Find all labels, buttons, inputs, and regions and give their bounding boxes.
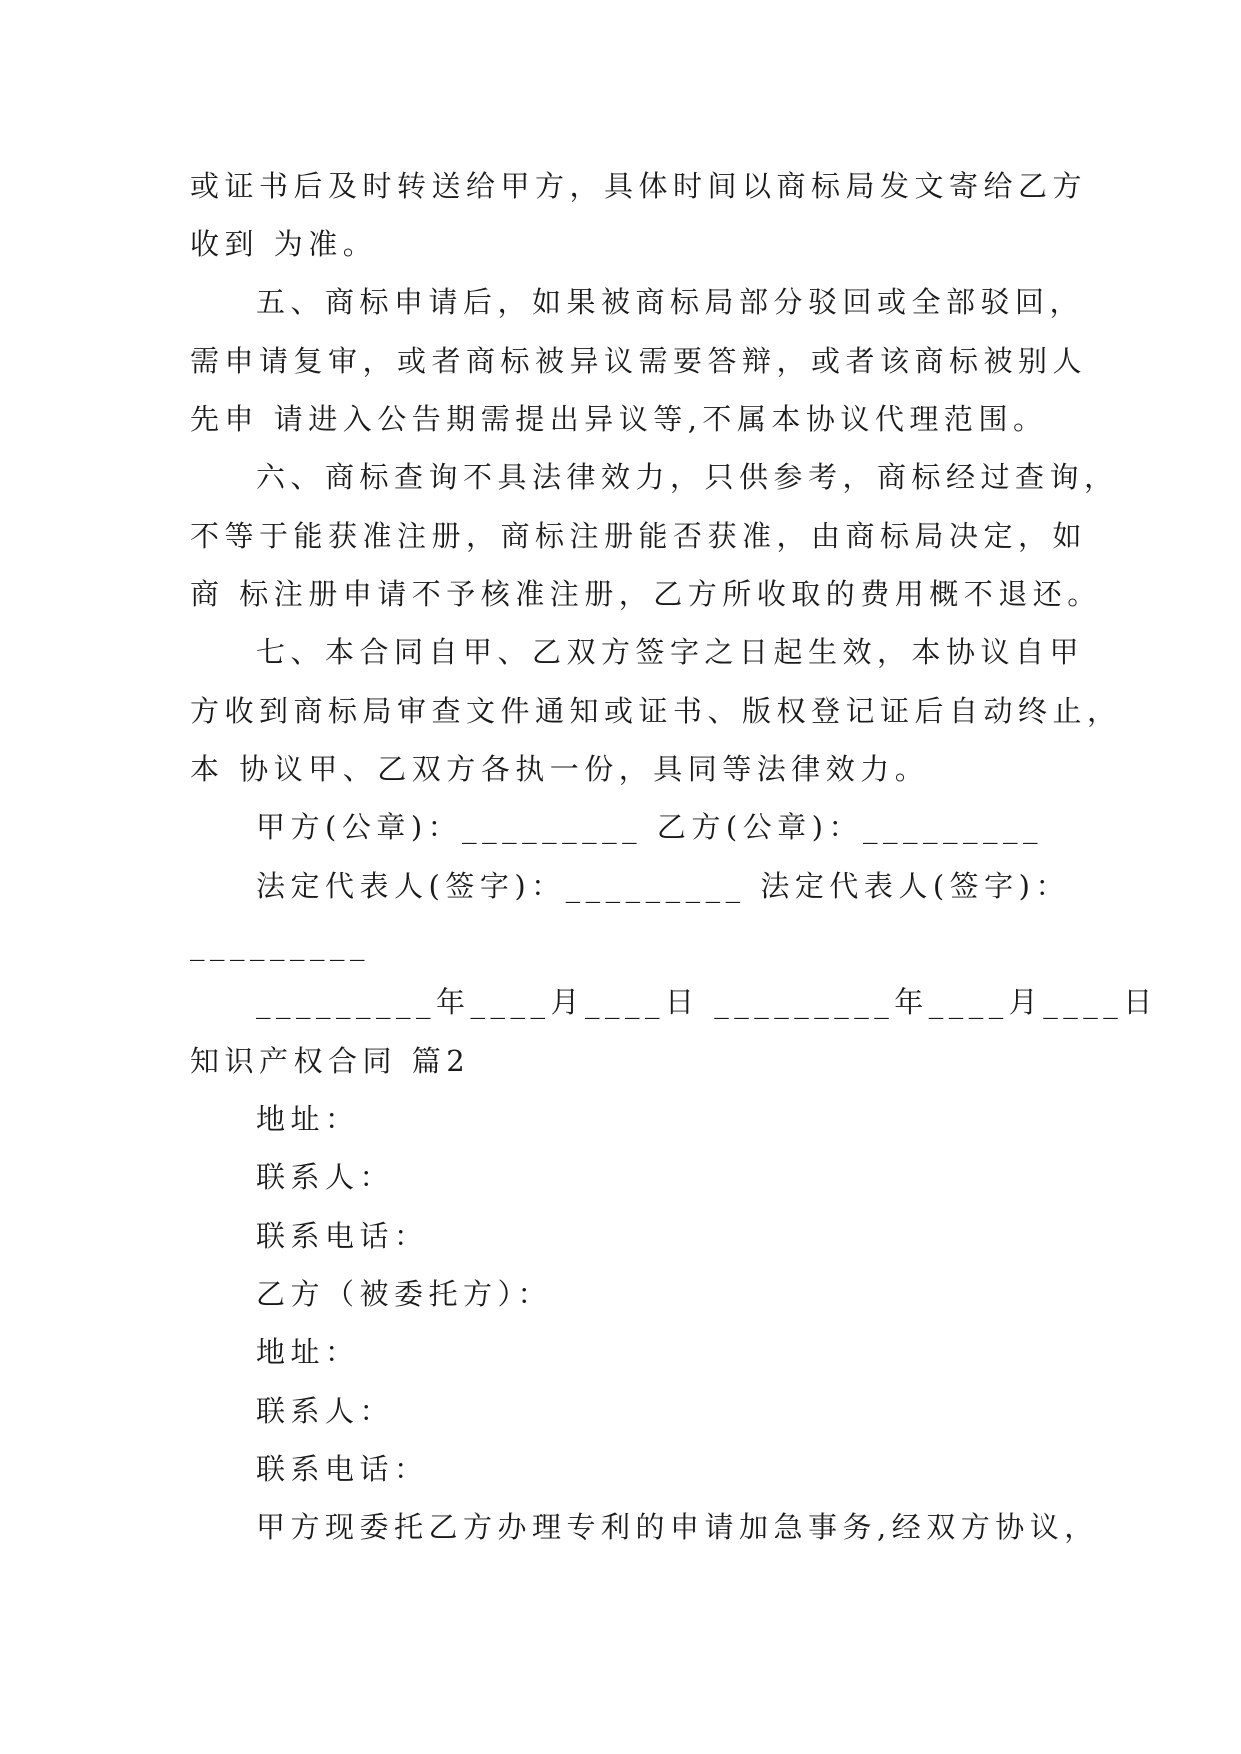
text-line-10: 方收到商标局审查文件通知或证书、版权登记证后自动终止， [190, 694, 1122, 728]
text-line-11: 本 协议甲、乙双方各执一份，具同等法律效力。 [190, 752, 930, 786]
date-line: _________年____月____日 _________年____月____日 [256, 985, 1158, 1019]
section-heading: 知识产权合同 篇2 [190, 1044, 471, 1078]
party-a-contact: 联系人： [256, 1160, 395, 1194]
clause-six: 六、商标查询不具法律效力，只供参考，商标经过查询， [256, 460, 1119, 494]
seal-line: 甲方(公章)：_________ 乙方(公章)：_________ [256, 810, 1043, 844]
text-line-5: 先申 请进入公告期需提出异议等,不属本协议代理范围。 [190, 402, 1048, 436]
text-line-4: 需申请复审，或者商标被异议需要答辩，或者该商标被别人 [190, 344, 1088, 378]
party-b-phone: 联系电话： [256, 1452, 429, 1486]
signature-blank: _________ [190, 927, 370, 961]
agreement-intro: 甲方现委托乙方办理专利的申请加急事务,经双方协议， [256, 1510, 1099, 1544]
party-b-label: 乙方（被委托方）： [256, 1277, 553, 1311]
party-a-address: 地址： [256, 1102, 360, 1136]
text-line-8: 商 标注册申请不予核准注册，乙方所收取的费用概不退还。 [190, 577, 1102, 611]
legal-representative-line: 法定代表人(签字)：_________ 法定代表人(签字)： [256, 869, 1070, 903]
party-b-address: 地址： [256, 1335, 360, 1369]
text-line-7: 不等于能获准注册，商标注册能否获准，由商标局决定，如 [190, 519, 1088, 553]
clause-seven: 七、本合同自甲、乙双方签字之日起生效，本协议自甲 [256, 635, 1085, 669]
party-a-phone: 联系电话： [256, 1219, 429, 1253]
clause-five: 五、商标申请后，如果被商标局部分驳回或全部驳回， [256, 285, 1085, 319]
text-line-2: 收到 为准。 [190, 227, 378, 261]
text-line-1: 或证书后及时转送给甲方，具体时间以商标局发文寄给乙方 [190, 169, 1088, 203]
party-b-contact: 联系人： [256, 1394, 395, 1428]
